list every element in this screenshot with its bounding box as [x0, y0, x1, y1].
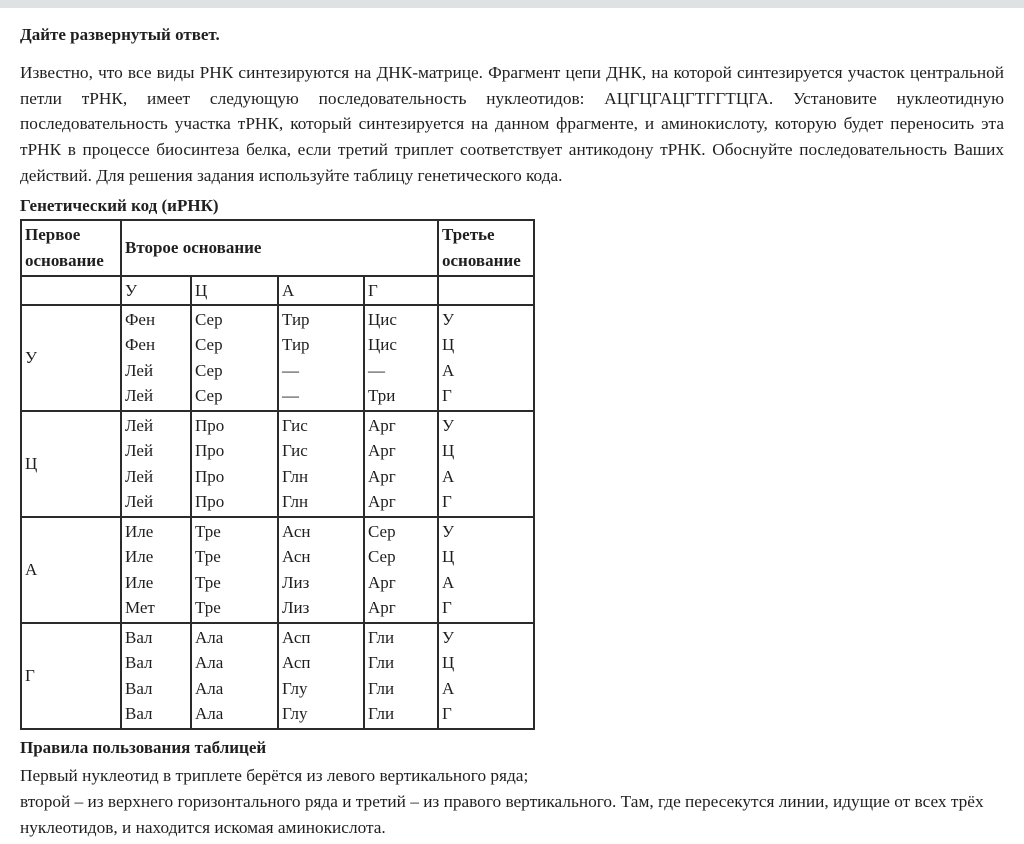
subheader-base-u: У: [121, 276, 191, 305]
page-top-strip: [0, 0, 1024, 8]
subheader-empty-left: [21, 276, 121, 305]
cell-u-c: Сер Сер Сер Сер: [191, 305, 278, 411]
cell-a-c: Тре Тре Тре Тре: [191, 517, 278, 623]
first-base-c: Ц: [21, 411, 121, 517]
third-base-g: У Ц А Г: [438, 623, 534, 729]
cell-c-u: Лей Лей Лей Лей: [121, 411, 191, 517]
cell-u-u: Фен Фен Лей Лей: [121, 305, 191, 411]
subheader-base-a: А: [278, 276, 364, 305]
cell-c-g: Арг Арг Арг Арг: [364, 411, 438, 517]
rules-line1: Первый нуклеотид в триплете берётся из левого вертикального ряда;: [20, 765, 529, 785]
header-first-base: Первое основание: [21, 220, 121, 276]
cell-g-u: Вал Вал Вал Вал: [121, 623, 191, 729]
cell-a-g: Сер Сер Арг Арг: [364, 517, 438, 623]
table-row-block-a: [21, 517, 534, 623]
rules-heading: Правила пользования таблицей: [20, 737, 267, 757]
cell-c-c: Про Про Про Про: [191, 411, 278, 517]
subheader-base-g: Г: [364, 276, 438, 305]
table-row-block-c: [21, 411, 534, 517]
table-subheader-row: [21, 276, 534, 305]
cell-u-a: Тир Тир — —: [278, 305, 364, 411]
first-base-g: Г: [21, 623, 121, 729]
question-text: Известно, что все виды РНК синтезируются на ДНК-матрице. Фрагмент цепи ДНК, на которой синтезируется участок центральной петли тРНК, имеет следующую последовательность нуклеотидов: АЦГЦГАЦГТГГТЦГА. Установите нуклеотидную последовательность участка тРНК, который синтезируется на данном фрагменте, и аминокислоту, которую будет переносить эта тРНК в процессе биосинтеза белка, если третий триплет соответствует антикодону тРНК. Обоснуйте последовательность Ваших действий. Для решения задания используйте таблицу генетического кода.: [20, 63, 1004, 185]
cell-c-a: Гис Гис Глн Глн: [278, 411, 364, 517]
third-base-u: У Ц А Г: [438, 305, 534, 411]
header-third-base: Третье основание: [438, 220, 534, 276]
cell-g-g: Гли Гли Гли Гли: [364, 623, 438, 729]
document-body: [0, 24, 1024, 841]
third-base-a: У Ц А Г: [438, 517, 534, 623]
third-base-c: У Ц А Г: [438, 411, 534, 517]
cell-a-u: Иле Иле Иле Мет: [121, 517, 191, 623]
cell-u-g: Цис Цис — Три: [364, 305, 438, 411]
header-second-base: Второе основание: [121, 220, 438, 276]
cell-g-c: Ала Ала Ала Ала: [191, 623, 278, 729]
subheader-empty-right: [438, 276, 534, 305]
table-row-block-g: [21, 623, 534, 729]
genetic-code-table: [20, 219, 535, 730]
cell-a-a: Асн Асн Лиз Лиз: [278, 517, 364, 623]
rules-line2: второй – из верхнего горизонтального ряда и третий – из правого вертикального. Там, где пересекутся линии, идущие от всех трёх нуклеотидов, и находится искомая аминокислота.: [20, 791, 984, 837]
genetic-code-table-title: Генетический код (иРНК): [20, 195, 219, 215]
first-base-u: У: [21, 305, 121, 411]
first-base-a: А: [21, 517, 121, 623]
subheader-base-c: Ц: [191, 276, 278, 305]
table-header-row: [21, 220, 534, 276]
task-heading: Дайте развернутый ответ.: [20, 25, 220, 44]
table-row-block-u: [21, 305, 534, 411]
cell-g-a: Асп Асп Глу Глу: [278, 623, 364, 729]
